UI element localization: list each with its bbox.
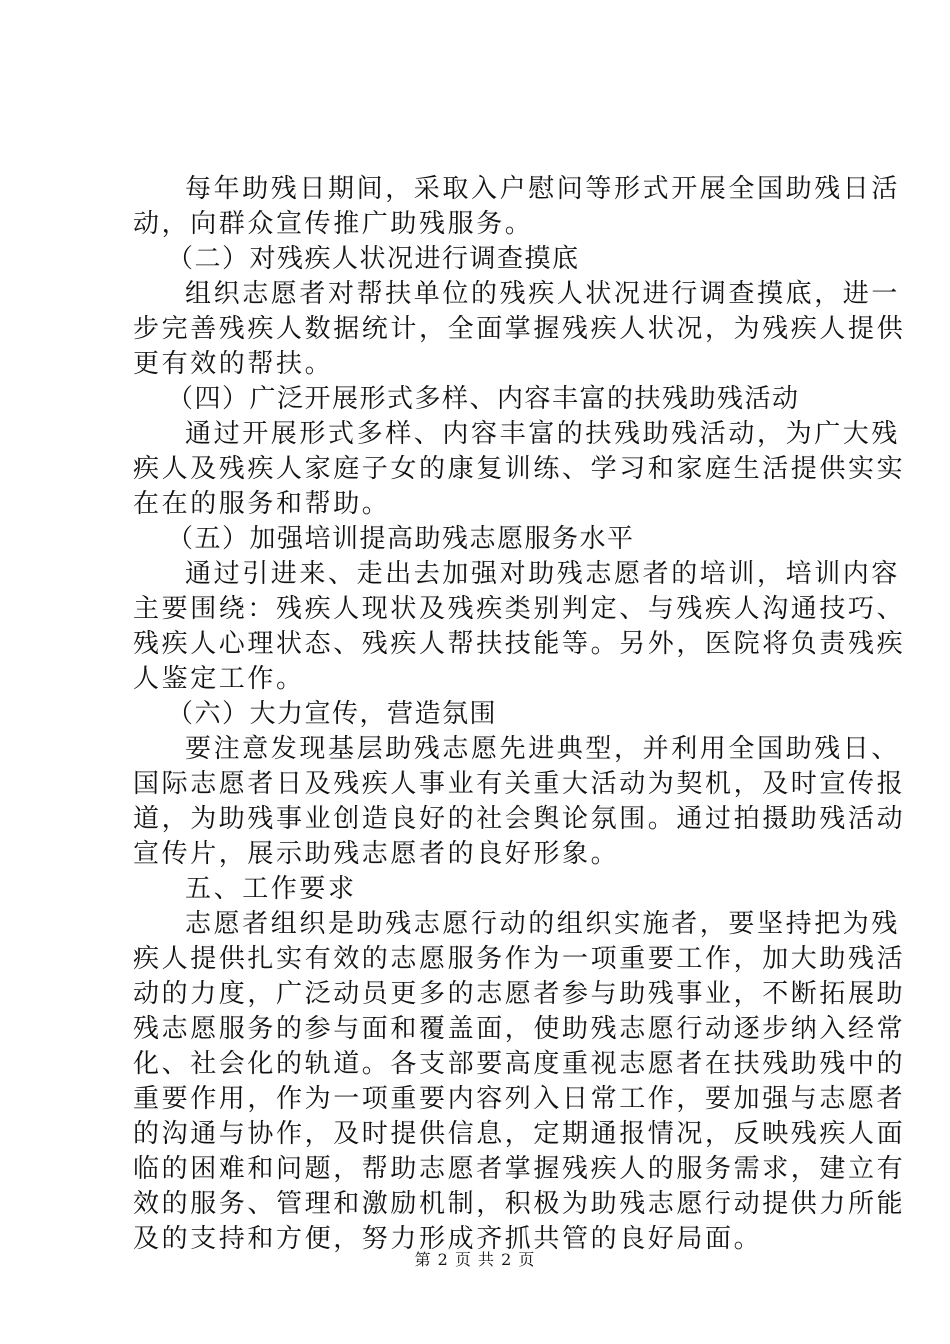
paragraph-line: 宣传片，展示助残志愿者的良好形象。 <box>133 839 620 869</box>
paragraph-line: 更有效的帮扶。 <box>133 349 334 379</box>
document-body <box>133 172 906 1257</box>
paragraph-line: 残疾人心理状态、残疾人帮扶技能等。另外，医院将负责残疾 <box>133 629 906 659</box>
paragraph-line: 要注意发现基层助残志愿先进典型，并利用全国助残日、 <box>185 734 901 764</box>
page-footer: 第 2 页 共 2 页 <box>414 1250 536 1269</box>
paragraph-line: 通过开展形式多样、内容丰富的扶残助残活动，为广大残 <box>185 419 901 449</box>
paragraph-line: 每年助残日期间，采取入户慰问等形式开展全国助残日活 <box>185 174 901 204</box>
paragraph-line: 组织志愿者对帮扶单位的残疾人状况进行调查摸底，进一 <box>185 279 901 309</box>
paragraph-line: 动，向群众宣传推广助残服务。 <box>133 209 534 239</box>
paragraph-line: 国际志愿者日及残疾人事业有关重大活动为契机，及时宣传报 <box>133 769 906 799</box>
section-heading: （六）大力宣传，营造氛围 <box>167 699 498 729</box>
paragraph-line: 步完善残疾人数据统计，全面掌握残疾人状况，为残疾人提供 <box>133 314 906 344</box>
paragraph-line: 五、工作要求 <box>185 874 357 904</box>
paragraph-line: 的沟通与协作，及时提供信息，定期通报情况，反映残疾人面 <box>133 1119 906 1149</box>
paragraph-line: 化、社会化的轨道。各支部要高度重视志愿者在扶残助残中的 <box>133 1049 906 1079</box>
section-heading: （二）对残疾人状况进行调查摸底 <box>167 244 580 274</box>
section-heading: （五）加强培训提高助残志愿服务水平 <box>167 524 635 554</box>
paragraph-line: 动的力度，广泛动员更多的志愿者参与助残事业，不断拓展助 <box>133 979 906 1009</box>
paragraph-line: 道，为助残事业创造良好的社会舆论氛围。通过拍摄助残活动 <box>133 804 906 834</box>
paragraph-line: 及的支持和方便，努力形成齐抓共管的良好局面。 <box>133 1224 763 1254</box>
section-heading: （四）广泛开展形式多样、内容丰富的扶残助残活动 <box>167 384 800 414</box>
paragraph-line: 人鉴定工作。 <box>133 664 305 694</box>
paragraph-line: 通过引进来、走出去加强对助残志愿者的培训，培训内容 <box>185 559 901 589</box>
paragraph-line: 疾人提供扎实有效的志愿服务作为一项重要工作，加大助残活 <box>133 944 906 974</box>
paragraph-line: 效的服务、管理和激励机制，积极为助残志愿行动提供力所能 <box>133 1189 906 1219</box>
paragraph-line: 志愿者组织是助残志愿行动的组织实施者，要坚持把为残 <box>185 909 901 939</box>
paragraph-line: 残志愿服务的参与面和覆盖面，使助残志愿行动逐步纳入经常 <box>133 1014 906 1044</box>
paragraph-line: 疾人及残疾人家庭子女的康复训练、学习和家庭生活提供实实 <box>133 454 906 484</box>
paragraph-line: 重要作用，作为一项重要内容列入日常工作，要加强与志愿者 <box>133 1084 906 1114</box>
paragraph-line: 主要围绕：残疾人现状及残疾类别判定、与残疾人沟通技巧、 <box>133 594 906 624</box>
paragraph-line: 临的困难和问题，帮助志愿者掌握残疾人的服务需求，建立有 <box>133 1154 906 1184</box>
paragraph-line: 在在的服务和帮助。 <box>133 489 391 519</box>
